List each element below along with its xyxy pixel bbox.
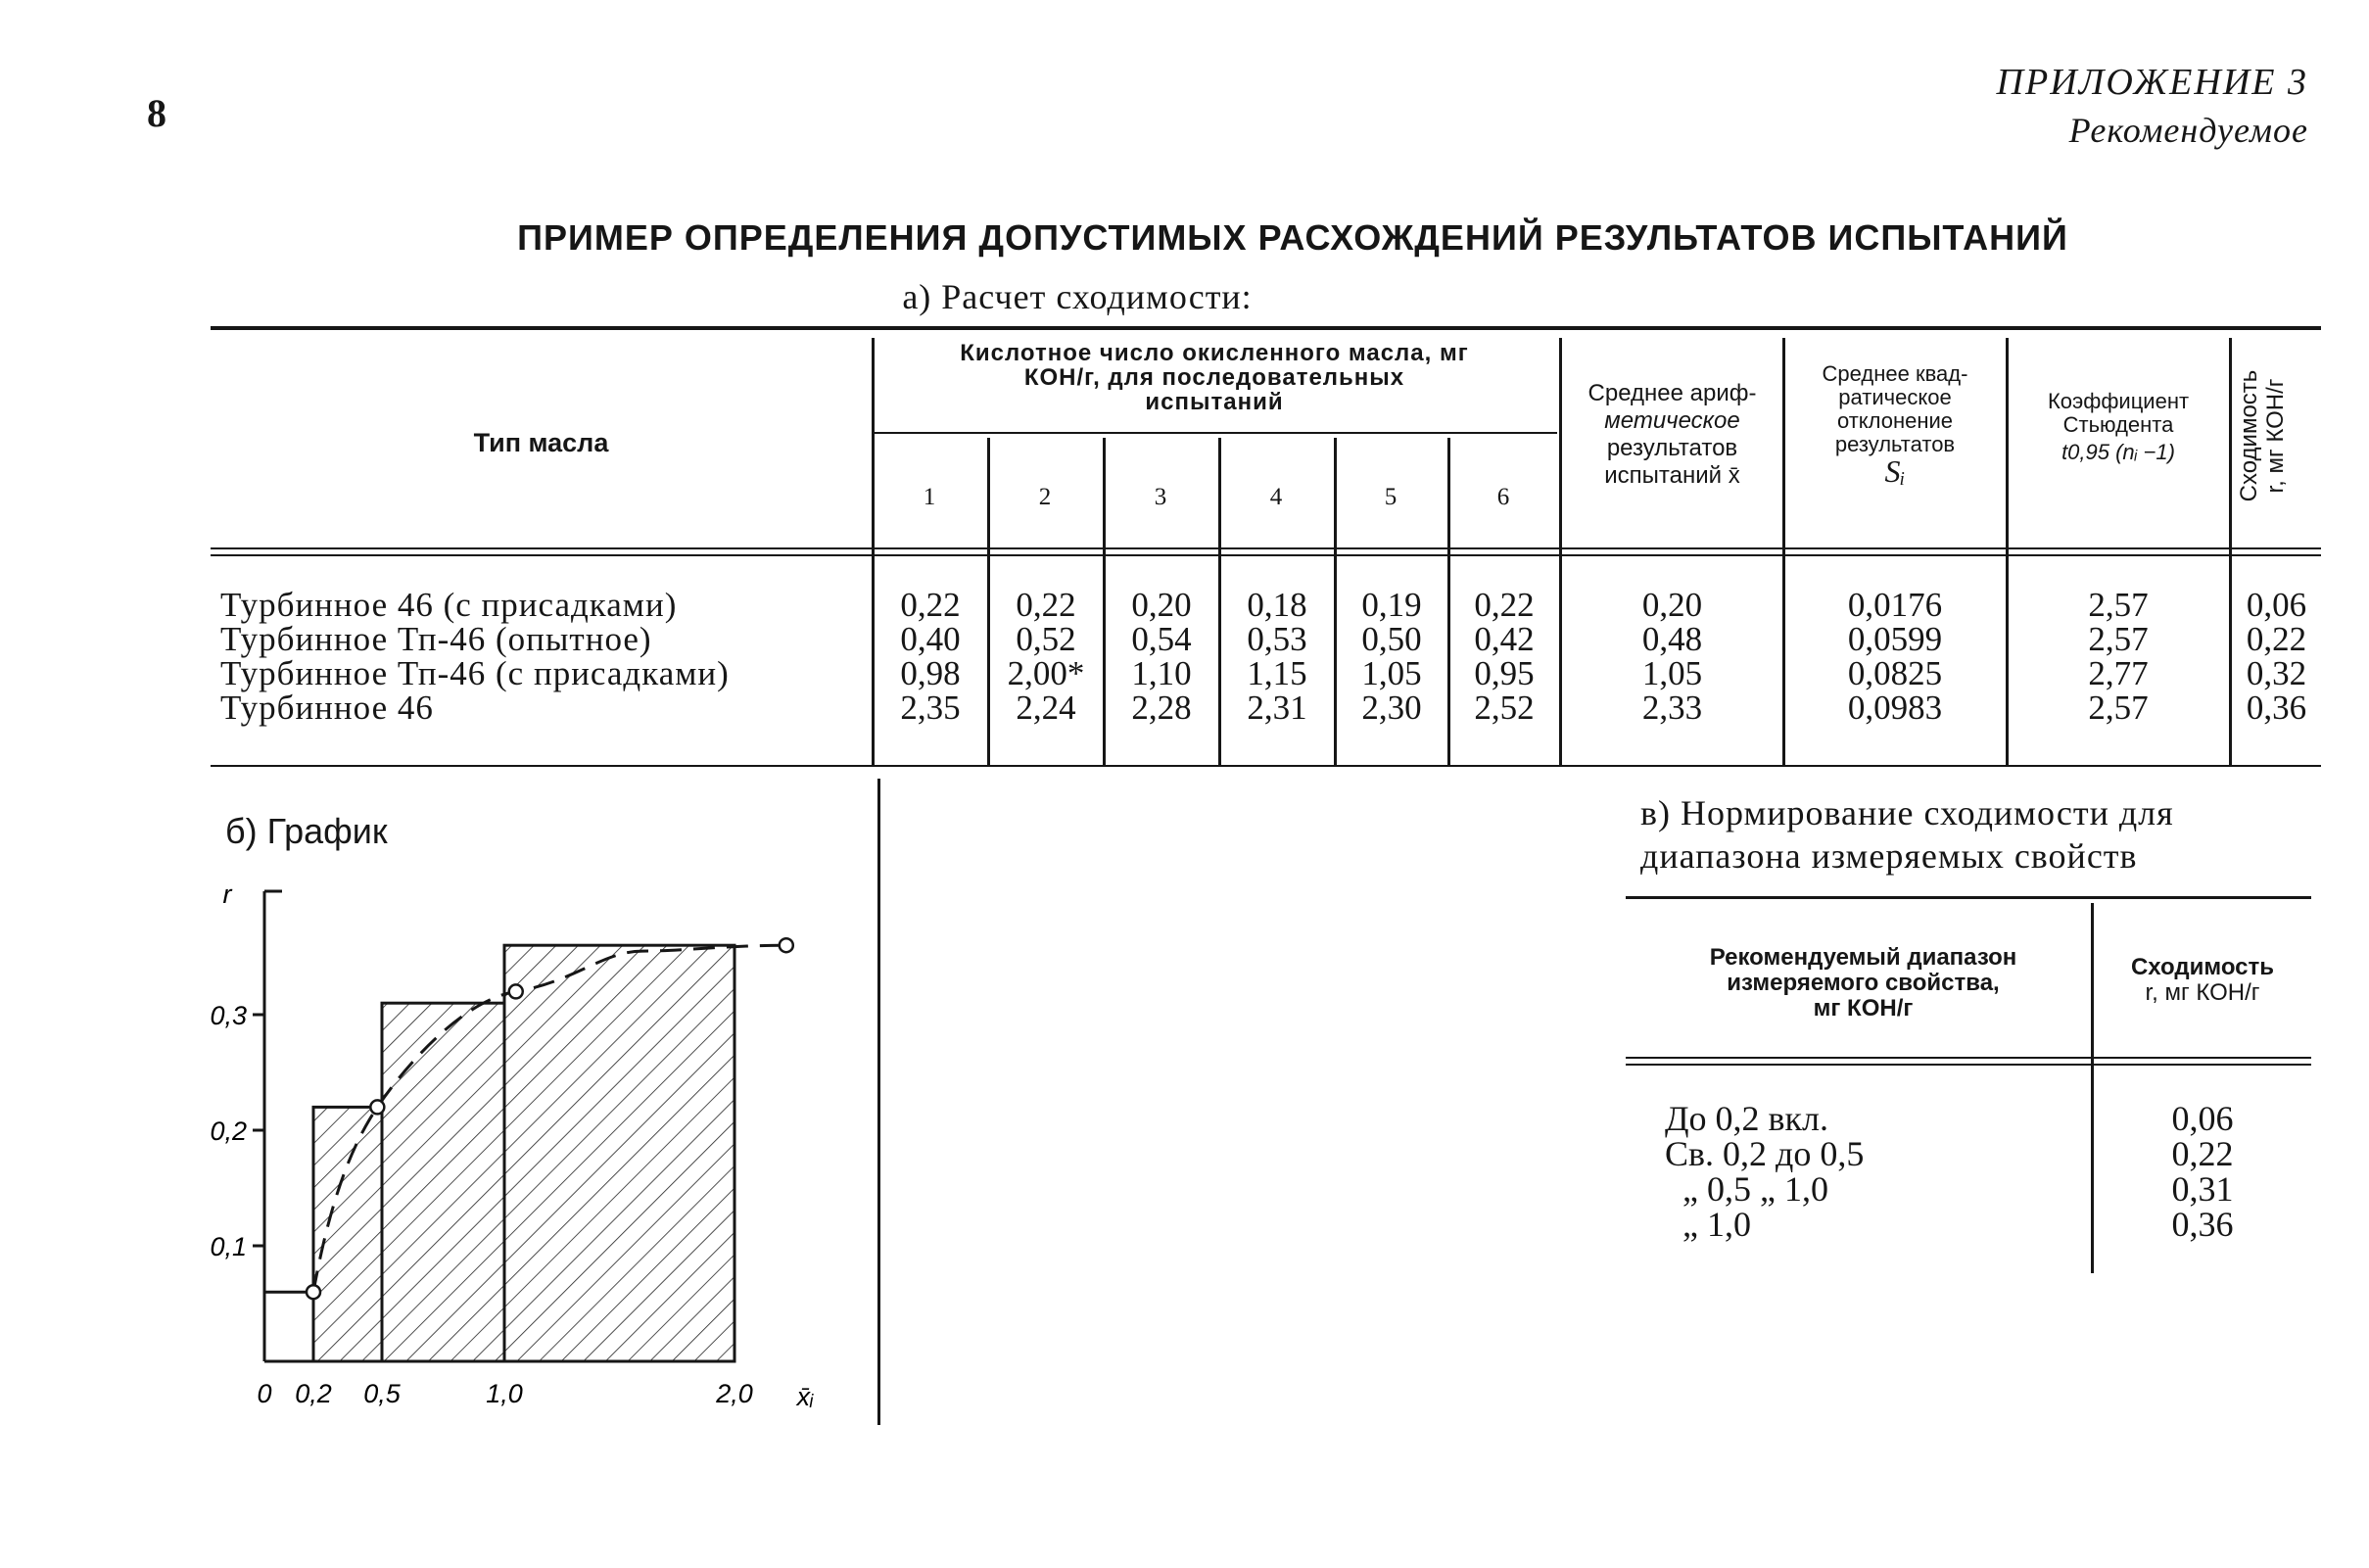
- norm-row-r: 0,06: [2171, 1099, 2234, 1138]
- section-divider: [877, 779, 880, 1425]
- header-std-dev: [1784, 361, 2006, 489]
- y-tick-label: 0,1: [210, 1232, 247, 1261]
- step-bar: [382, 1003, 504, 1361]
- header-student-line: Стьюдента: [2062, 412, 2174, 437]
- x-tick-label: 0: [257, 1379, 272, 1408]
- header-mean-line: испытаний x̄: [1604, 462, 1740, 489]
- header-mean: [1562, 380, 1782, 490]
- table-cell: 0,19: [1361, 586, 1422, 624]
- table-cell: 2,00*: [1007, 654, 1085, 692]
- header-std-line: результатов: [1834, 432, 1956, 456]
- norm-row-r: 0,36: [2171, 1205, 2234, 1244]
- table-cell: 0,22: [1016, 586, 1076, 624]
- x-tick-label: 0,5: [363, 1379, 401, 1408]
- norm-header-rule-2: [1626, 1064, 2311, 1066]
- table-cell: 0,40: [900, 620, 961, 658]
- table-cell-student: 2,57: [2088, 586, 2149, 624]
- norm-table-top-rule: [1626, 896, 2311, 899]
- header-acid-number: Кислотное число окисленного масла, мг КОН/г, для последовательных испытаний: [960, 340, 1469, 415]
- norm-row-r: 0,31: [2171, 1169, 2234, 1209]
- trials-subheader-rule: [872, 432, 1557, 434]
- x-tick-label: 1,0: [486, 1379, 523, 1408]
- table-cell: 2,30: [1361, 689, 1422, 727]
- step-bar: [313, 1107, 382, 1361]
- table-cell-r: 0,36: [2246, 689, 2307, 727]
- header-trial-6: 6: [1496, 484, 1510, 510]
- table-cell-student: 2,57: [2088, 620, 2149, 658]
- table-cell-std: 0,0825: [1847, 654, 1943, 692]
- section-a-title: а) Расчет сходимости:: [902, 277, 1253, 316]
- norm-row-range: „ 0,5 „ 1,0: [1682, 1169, 1828, 1209]
- table-cell: 2,28: [1131, 689, 1192, 727]
- norm-row-range: Св. 0,2 до 0,5: [1665, 1134, 1865, 1173]
- table-cell: 0,95: [1474, 654, 1535, 692]
- data-point: [307, 1285, 320, 1299]
- table-cell: 1,10: [1131, 654, 1192, 692]
- norm-header-r: [2094, 955, 2311, 1006]
- section-c-title: в) Нормирование сходимости для диапазона измеряемых свойств: [1640, 793, 2174, 876]
- data-point: [509, 984, 523, 998]
- table-top-rule: [211, 326, 2321, 330]
- table-cell: 0,54: [1131, 620, 1192, 658]
- table-row-oil: Турбинное 46: [220, 689, 434, 727]
- repeatability-step-chart: [196, 862, 862, 1410]
- norm-header-range: [1645, 945, 2081, 1022]
- header-repeatability-line: r, мг КОН/г: [2262, 378, 2289, 494]
- header-trial-5: 5: [1384, 484, 1398, 510]
- table-cell: 0,98: [900, 654, 961, 692]
- data-point: [370, 1100, 384, 1114]
- table-cell: 0,52: [1016, 620, 1076, 658]
- data-point: [780, 938, 793, 952]
- norm-row-r: 0,22: [2171, 1134, 2234, 1173]
- table-cell-mean: 2,33: [1641, 689, 1703, 727]
- table-cell-std: 0,0983: [1847, 689, 1943, 727]
- table-cell-std: 0,0599: [1847, 620, 1943, 658]
- appendix-heading: [1997, 61, 2308, 151]
- norm-header-r-line: r, мг КОН/г: [2145, 979, 2260, 1006]
- table-cell: 0,53: [1247, 620, 1307, 658]
- header-std-line: Среднее квад-: [1822, 361, 1968, 386]
- table-cell: 0,18: [1247, 586, 1307, 624]
- table-cell-std: 0,0176: [1847, 586, 1943, 624]
- header-std-line: отклонение: [1836, 408, 1954, 433]
- table-cell: 0,22: [1474, 586, 1535, 624]
- table-cell: 0,42: [1474, 620, 1535, 658]
- norm-header-rule-1: [1626, 1057, 2311, 1059]
- header-trial-1: 1: [923, 484, 936, 510]
- table-row-oil: Турбинное Тп-46 (опытное): [220, 620, 652, 658]
- page-number: 8: [147, 91, 166, 135]
- table-cell-student: 2,77: [2088, 654, 2149, 692]
- header-rule-2: [211, 554, 2321, 556]
- table-cell-student: 2,57: [2088, 689, 2149, 727]
- table-cell-r: 0,06: [2246, 586, 2307, 624]
- table-cell: 2,52: [1474, 689, 1535, 727]
- table-cell: 1,05: [1361, 654, 1422, 692]
- header-trial-3: 3: [1154, 484, 1167, 510]
- norm-header-r-line: Сходимость: [2130, 954, 2275, 980]
- header-oil-type: Тип масла: [473, 428, 609, 457]
- table-cell: 0,20: [1131, 586, 1192, 624]
- section-b-title: б) График: [225, 811, 388, 851]
- table-cell: 2,24: [1016, 689, 1076, 727]
- header-trial-2: 2: [1038, 484, 1052, 510]
- table-cell: 0,22: [900, 586, 961, 624]
- table-cell-mean: 0,20: [1641, 586, 1703, 624]
- header-repeatability-line: Сходимость: [2236, 369, 2262, 502]
- norm-row-range: „ 1,0: [1682, 1205, 1751, 1244]
- header-mean-line: Среднее ариф-: [1587, 380, 1757, 406]
- x-tick-label: 0,2: [295, 1379, 332, 1408]
- header-student: [2008, 390, 2229, 464]
- norm-header-range-line: мг КОН/г: [1813, 995, 1914, 1022]
- table-cell-mean: 1,05: [1641, 654, 1703, 692]
- norm-header-range-line: измеряемого свойства,: [1727, 970, 2000, 996]
- header-rule-1: [211, 547, 2321, 549]
- y-tick-label: 0,2: [210, 1117, 247, 1146]
- header-std-symbol: Sᵢ: [1884, 453, 1906, 489]
- header-trial-4: 4: [1269, 484, 1283, 510]
- table-cell-r: 0,32: [2246, 654, 2307, 692]
- x-axis-label: x̄ᵢ: [796, 1382, 814, 1410]
- x-tick-label: 2,0: [716, 1379, 753, 1408]
- header-mean-line: результатов: [1606, 435, 1738, 461]
- table-cell: 1,15: [1247, 654, 1307, 692]
- header-mean-line: метическое: [1604, 407, 1740, 434]
- table-cell: 0,50: [1361, 620, 1422, 658]
- y-tick-label: 0,3: [210, 1001, 247, 1030]
- norm-header-range-line: Рекомендуемый диапазон: [1709, 944, 2017, 971]
- norm-row-range: До 0,2 вкл.: [1665, 1099, 1829, 1138]
- table-row-oil: Турбинное 46 (с присадками): [220, 586, 678, 624]
- header-repeatability: [2236, 343, 2289, 529]
- table-cell-mean: 0,48: [1641, 620, 1703, 658]
- y-axis-label: r: [222, 879, 232, 909]
- table-cell: 2,35: [900, 689, 961, 727]
- header-student-line: Коэффициент: [2047, 389, 2190, 413]
- step-bar: [504, 945, 734, 1361]
- header-std-line: ратическое: [1838, 385, 1952, 409]
- table-cell: 2,31: [1247, 689, 1307, 727]
- appendix-subtitle: Рекомендуемое: [2068, 111, 2308, 150]
- document-title: ПРИМЕР ОПРЕДЕЛЕНИЯ ДОПУСТИМЫХ РАСХОЖДЕНИЙ РЕЗУЛЬТАТОВ ИСПЫТАНИЙ: [517, 217, 2068, 258]
- header-student-formula: t0,95 (nᵢ −1): [2061, 440, 2175, 464]
- table-bottom-rule: [211, 765, 2321, 767]
- appendix-title: ПРИЛОЖЕНИЕ 3: [1996, 62, 2308, 103]
- table-cell-r: 0,22: [2246, 620, 2307, 658]
- table-row-oil: Турбинное Тп-46 (с присадками): [220, 654, 730, 692]
